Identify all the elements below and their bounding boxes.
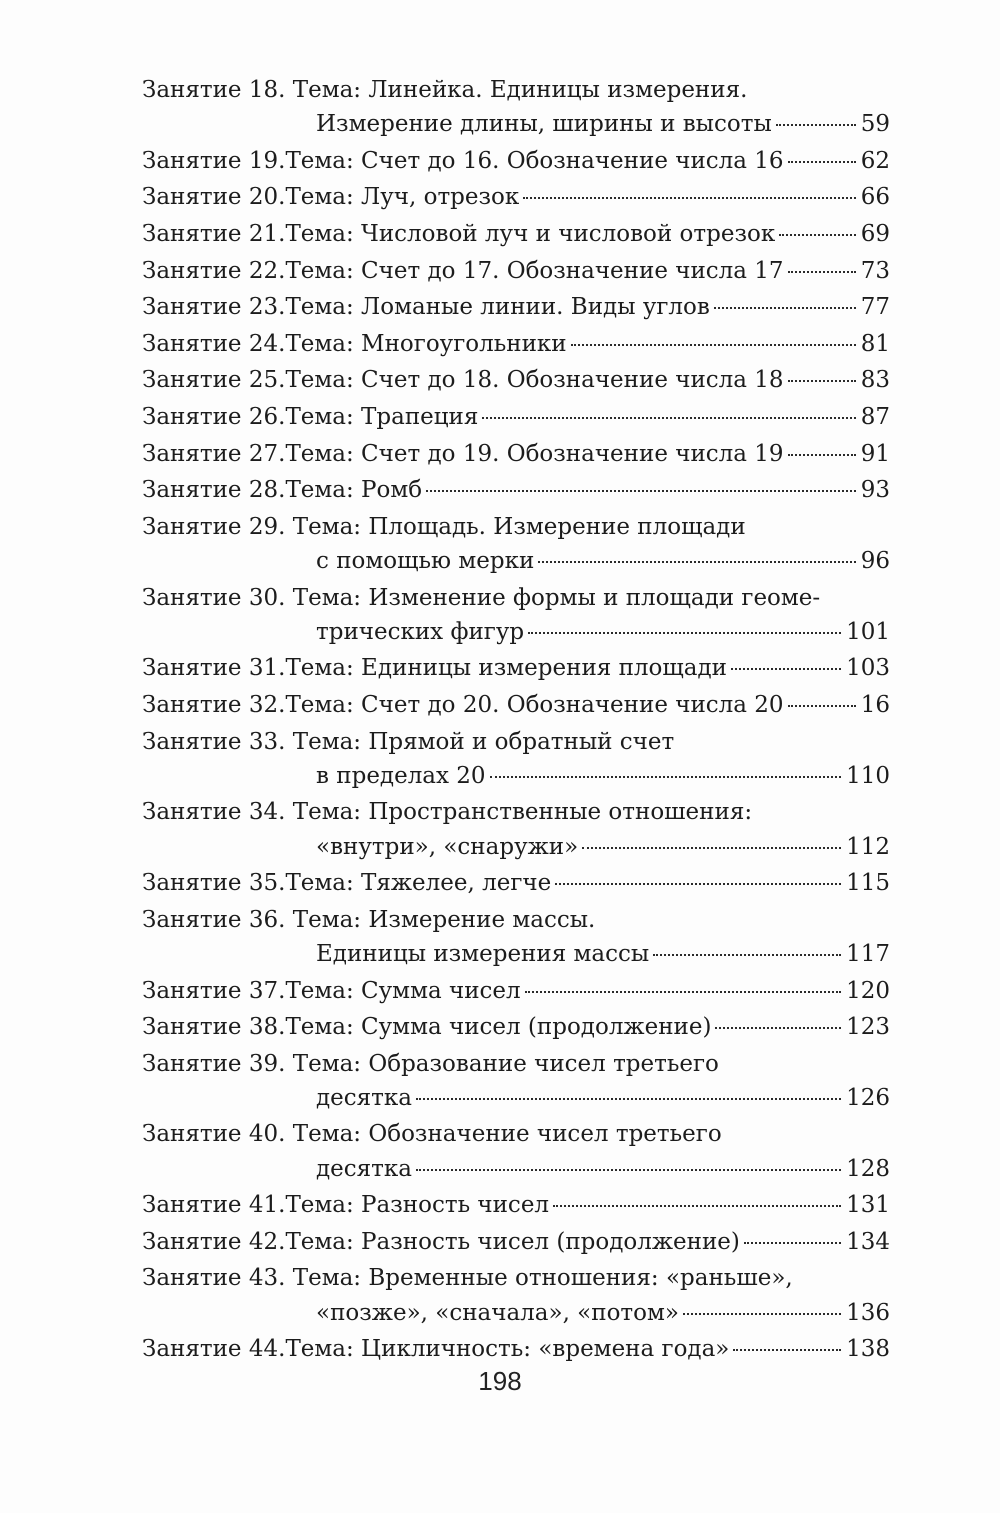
- lesson-number: Занятие 18.: [142, 77, 286, 103]
- toc-tail: [285, 290, 890, 324]
- dot-leader: [733, 1349, 841, 1351]
- toc-line: [142, 725, 890, 759]
- lesson-number: Занятие 33.: [142, 728, 286, 755]
- lesson-number: Занятие 22.: [142, 257, 286, 284]
- toc-tail: [285, 254, 890, 288]
- lesson-title: Тема: Изменение формы и площади геоме-: [292, 584, 821, 611]
- toc-entry: [142, 1047, 890, 1115]
- toc-label: [142, 903, 595, 937]
- toc-label: [142, 1117, 722, 1151]
- toc-page-number: 128: [846, 1155, 890, 1182]
- toc-entry: [142, 510, 890, 578]
- toc-page-number: 123: [846, 1014, 890, 1041]
- lesson-title: Тема: Тяжелее, легче: [285, 870, 552, 897]
- toc-page-number: 87: [860, 403, 890, 430]
- toc-page-number: 81: [860, 330, 890, 357]
- toc-label: [142, 510, 746, 544]
- toc-line: [142, 254, 890, 288]
- toc-tail: [285, 144, 890, 178]
- toc-entry: [142, 180, 890, 214]
- lesson-title: Тема: Многоугольники: [285, 330, 567, 357]
- dot-leader: [715, 1027, 841, 1029]
- dot-leader: [744, 1242, 841, 1244]
- dot-leader: [776, 124, 856, 126]
- toc-label: [142, 1225, 285, 1259]
- toc-page-number: 59: [860, 111, 890, 138]
- lesson-title: Тема: Счет до 18. Обозначение числа 18: [285, 367, 784, 394]
- toc-tail: [285, 651, 890, 685]
- toc-entry: [142, 974, 890, 1008]
- dot-leader: [788, 161, 856, 163]
- lesson-title: Тема: Числовой луч и числовой отрезок: [285, 220, 776, 247]
- toc-line: [142, 1332, 890, 1366]
- lesson-title: Тема: Сумма чисел: [285, 977, 521, 1004]
- toc-label: [142, 1332, 285, 1366]
- toc-line: [142, 581, 890, 615]
- toc-tail: [316, 937, 890, 971]
- toc-label: [142, 254, 285, 288]
- dot-leader: [788, 454, 856, 456]
- lesson-title-continuation: Единицы измерения массы: [316, 940, 650, 967]
- lesson-number: Занятие 31.: [142, 655, 286, 682]
- toc-label: [142, 1261, 793, 1295]
- toc-page-number: 16: [860, 691, 890, 718]
- lesson-title-continuation: «позже», «сначала», «потом»: [316, 1299, 679, 1326]
- lesson-title: Тема: Разность чисел: [285, 1192, 550, 1219]
- lesson-number: Занятие 32.: [142, 691, 286, 718]
- toc-tail: [285, 866, 890, 900]
- toc-tail: [285, 400, 890, 434]
- toc-line: [142, 1010, 890, 1044]
- lesson-title: Тема: Разность чисел (продолжение): [285, 1228, 740, 1255]
- lesson-number: Занятие 25.: [142, 367, 286, 394]
- lesson-title: Тема: Трапеция: [285, 403, 479, 430]
- lesson-title: Тема: Временные отношения: «раньше»,: [292, 1265, 793, 1292]
- toc-label: [142, 795, 752, 829]
- toc-label: [142, 363, 285, 397]
- lesson-number: Занятие 23.: [142, 294, 286, 321]
- toc-line: [142, 1261, 890, 1295]
- dot-leader: [525, 991, 841, 993]
- table-of-contents: [142, 73, 890, 1369]
- toc-entry: [142, 1332, 890, 1366]
- toc-entry: [142, 866, 890, 900]
- toc-tail: [316, 1296, 890, 1330]
- toc-entry: [142, 903, 890, 971]
- toc-line: [142, 688, 890, 722]
- toc-line: [142, 1188, 890, 1222]
- toc-line-continuation: [142, 830, 890, 864]
- toc-line: [142, 651, 890, 685]
- toc-entry: [142, 217, 890, 251]
- toc-label: [142, 437, 285, 471]
- toc-label: [142, 473, 285, 507]
- toc-tail: [285, 437, 890, 471]
- toc-page-number: 96: [860, 547, 890, 574]
- toc-label: [142, 1188, 285, 1222]
- toc-entry: [142, 473, 890, 507]
- page-number-footer: 198: [478, 1366, 522, 1396]
- dot-leader: [490, 776, 842, 778]
- toc-page-number: 110: [846, 762, 890, 789]
- toc-label: [142, 725, 674, 759]
- lesson-title: Тема: Ромб: [285, 477, 423, 504]
- toc-label: [142, 327, 285, 361]
- dot-leader: [528, 632, 841, 634]
- toc-page-number: 112: [846, 833, 890, 860]
- lesson-number: Занятие 26.: [142, 403, 286, 430]
- lesson-title-continuation: «внутри», «снаружи»: [316, 833, 579, 860]
- toc-page-number: 138: [846, 1336, 890, 1363]
- dot-leader: [788, 380, 856, 382]
- toc-entry: [142, 688, 890, 722]
- dot-leader: [779, 234, 855, 236]
- toc-label: [142, 144, 285, 178]
- lesson-number: Занятие 35.: [142, 870, 286, 897]
- toc-entry: [142, 73, 890, 141]
- toc-line: [142, 866, 890, 900]
- toc-line: [142, 144, 890, 178]
- toc-line-continuation: [142, 615, 890, 649]
- lesson-number: Занятие 39.: [142, 1050, 286, 1077]
- toc-entry: [142, 290, 890, 324]
- toc-line: [142, 473, 890, 507]
- toc-line: [142, 795, 890, 829]
- toc-label: [142, 974, 285, 1008]
- lesson-number: Занятие 28.: [142, 477, 286, 504]
- toc-entry: [142, 437, 890, 471]
- toc-entry: [142, 651, 890, 685]
- toc-line: [142, 437, 890, 471]
- toc-tail: [285, 1225, 890, 1259]
- lesson-number: Занятие 19.: [142, 147, 286, 174]
- toc-page-number: 117: [846, 940, 890, 967]
- toc-line: [142, 510, 890, 544]
- toc-line: [142, 327, 890, 361]
- toc-tail: [285, 1010, 890, 1044]
- toc-tail: [316, 1152, 890, 1186]
- toc-tail: [285, 1332, 890, 1366]
- toc-entry: [142, 1188, 890, 1222]
- lesson-title-continuation: трических фигур: [316, 618, 525, 645]
- dot-leader: [653, 954, 841, 956]
- toc-line: [142, 903, 890, 937]
- toc-page-number: 93: [860, 477, 890, 504]
- toc-line: [142, 1047, 890, 1081]
- lesson-number: Занятие 29.: [142, 513, 286, 540]
- toc-tail: [316, 830, 890, 864]
- lesson-title: Тема: Сумма чисел (продолжение): [285, 1014, 712, 1041]
- toc-entry: [142, 725, 890, 793]
- toc-line-continuation: [142, 107, 890, 141]
- lesson-title: Тема: Площадь. Измерение площади: [292, 513, 746, 540]
- toc-page-number: 134: [846, 1228, 890, 1255]
- toc-page-number: 62: [860, 147, 890, 174]
- toc-label: [142, 866, 285, 900]
- dot-leader: [538, 561, 855, 563]
- lesson-title-continuation: Измерение длины, ширины и высоты: [316, 111, 772, 138]
- lesson-title: Тема: Образование чисел третьего: [292, 1050, 719, 1077]
- toc-tail: [285, 974, 890, 1008]
- toc-page-number: 103: [846, 655, 890, 682]
- toc-entry: [142, 1010, 890, 1044]
- toc-page-number: 77: [860, 294, 890, 321]
- lesson-title-continuation: с помощью мерки: [316, 547, 535, 574]
- lesson-title: Тема: Ломаные линии. Виды углов: [285, 294, 710, 321]
- lesson-title: Тема: Измерение массы.: [292, 906, 596, 933]
- toc-label: [142, 581, 820, 615]
- dot-leader: [571, 344, 856, 346]
- toc-tail: [285, 180, 890, 214]
- dot-leader: [683, 1313, 841, 1315]
- dot-leader: [416, 1098, 841, 1100]
- toc-tail: [285, 363, 890, 397]
- dot-leader: [582, 847, 841, 849]
- lesson-title: Тема: Луч, отрезок: [285, 184, 520, 211]
- toc-page-number: 69: [860, 220, 890, 247]
- lesson-title-continuation: десятка: [316, 1155, 412, 1182]
- lesson-number: Занятие 21.: [142, 220, 286, 247]
- toc-line-continuation: [142, 1296, 890, 1330]
- toc-label: [142, 1010, 285, 1044]
- toc-page-number: 136: [846, 1299, 890, 1326]
- toc-tail: [316, 544, 890, 578]
- toc-label: [142, 73, 747, 107]
- dot-leader: [416, 1169, 841, 1171]
- lesson-title-continuation: в пределах 20: [316, 762, 486, 789]
- lesson-number: Занятие 40.: [142, 1121, 286, 1148]
- lesson-title: Тема: Счет до 17. Обозначение числа 17: [285, 257, 784, 284]
- lesson-number: Занятие 30.: [142, 584, 286, 611]
- toc-tail: [285, 217, 890, 251]
- toc-label: [142, 688, 285, 722]
- toc-line: [142, 974, 890, 1008]
- toc-line: [142, 217, 890, 251]
- toc-page-number: 73: [860, 257, 890, 284]
- toc-entry: [142, 254, 890, 288]
- lesson-number: Занятие 44.: [142, 1336, 286, 1363]
- toc-page-number: 91: [860, 440, 890, 467]
- lesson-title-continuation: десятка: [316, 1084, 412, 1111]
- lesson-title: Тема: Единицы измерения площади: [285, 655, 727, 682]
- toc-page-number: 115: [846, 870, 890, 897]
- lesson-number: Занятие 42.: [142, 1228, 286, 1255]
- toc-line-continuation: [142, 544, 890, 578]
- toc-line-continuation: [142, 937, 890, 971]
- lesson-number: Занятие 27.: [142, 440, 286, 467]
- dot-leader: [731, 668, 841, 670]
- toc-line: [142, 400, 890, 434]
- toc-label: [142, 1047, 719, 1081]
- lesson-number: Занятие 20.: [142, 184, 286, 211]
- toc-tail: [316, 759, 890, 793]
- lesson-title: Тема: Счет до 19. Обозначение числа 19: [285, 440, 784, 467]
- lesson-number: Занятие 43.: [142, 1265, 286, 1292]
- toc-entry: [142, 795, 890, 863]
- toc-page-number: 66: [860, 184, 890, 211]
- toc-entry: [142, 327, 890, 361]
- toc-entry: [142, 363, 890, 397]
- toc-page-number: 126: [846, 1084, 890, 1111]
- lesson-number: Занятие 38.: [142, 1014, 286, 1041]
- toc-tail: [316, 107, 890, 141]
- toc-line: [142, 1225, 890, 1259]
- toc-page-number: 131: [846, 1192, 890, 1219]
- toc-line-continuation: [142, 1152, 890, 1186]
- toc-line: [142, 180, 890, 214]
- lesson-number: Занятие 37.: [142, 977, 286, 1004]
- dot-leader: [555, 883, 841, 885]
- dot-leader: [788, 271, 856, 273]
- lesson-number: Занятие 24.: [142, 330, 286, 357]
- lesson-number: Занятие 34.: [142, 799, 286, 826]
- dot-leader: [714, 307, 856, 309]
- toc-entry: [142, 144, 890, 178]
- dot-leader: [788, 705, 856, 707]
- dot-leader: [482, 417, 855, 419]
- toc-label: [142, 290, 285, 324]
- toc-tail: [285, 688, 890, 722]
- toc-line: [142, 363, 890, 397]
- toc-label: [142, 651, 285, 685]
- lesson-number: Занятие 36.: [142, 906, 286, 933]
- toc-entry: [142, 1261, 890, 1329]
- dot-leader: [426, 490, 856, 492]
- toc-tail: [316, 615, 890, 649]
- toc-label: [142, 180, 285, 214]
- toc-label: [142, 400, 285, 434]
- toc-entry: [142, 400, 890, 434]
- toc-label: [142, 217, 285, 251]
- toc-line: [142, 290, 890, 324]
- lesson-title: Тема: Счет до 16. Обозначение числа 16: [285, 147, 784, 174]
- lesson-title: Тема: Счет до 20. Обозначение числа 20: [285, 691, 784, 718]
- toc-line: [142, 1117, 890, 1151]
- lesson-title: Тема: Пространственные отношения:: [292, 799, 753, 826]
- toc-tail: [285, 1188, 890, 1222]
- toc-entry: [142, 1117, 890, 1185]
- toc-line: [142, 73, 890, 107]
- lesson-title: Тема: Линейка. Единицы измерения.: [292, 77, 748, 103]
- toc-page-number: 83: [860, 367, 890, 394]
- toc-entry: [142, 581, 890, 649]
- toc-line-continuation: [142, 1081, 890, 1115]
- toc-tail: [285, 327, 890, 361]
- toc-entry: [142, 1225, 890, 1259]
- lesson-title: Тема: Прямой и обратный счет: [292, 728, 675, 755]
- toc-tail: [285, 473, 890, 507]
- lesson-title: Тема: Обозначение чисел третьего: [292, 1121, 722, 1148]
- toc-tail: [316, 1081, 890, 1115]
- dot-leader: [553, 1205, 841, 1207]
- dot-leader: [523, 197, 855, 199]
- toc-line-continuation: [142, 759, 890, 793]
- lesson-title: Тема: Цикличность: «времена года»: [285, 1336, 730, 1363]
- lesson-number: Занятие 41.: [142, 1192, 286, 1219]
- toc-page-number: 120: [846, 977, 890, 1004]
- toc-page-number: 101: [846, 618, 890, 645]
